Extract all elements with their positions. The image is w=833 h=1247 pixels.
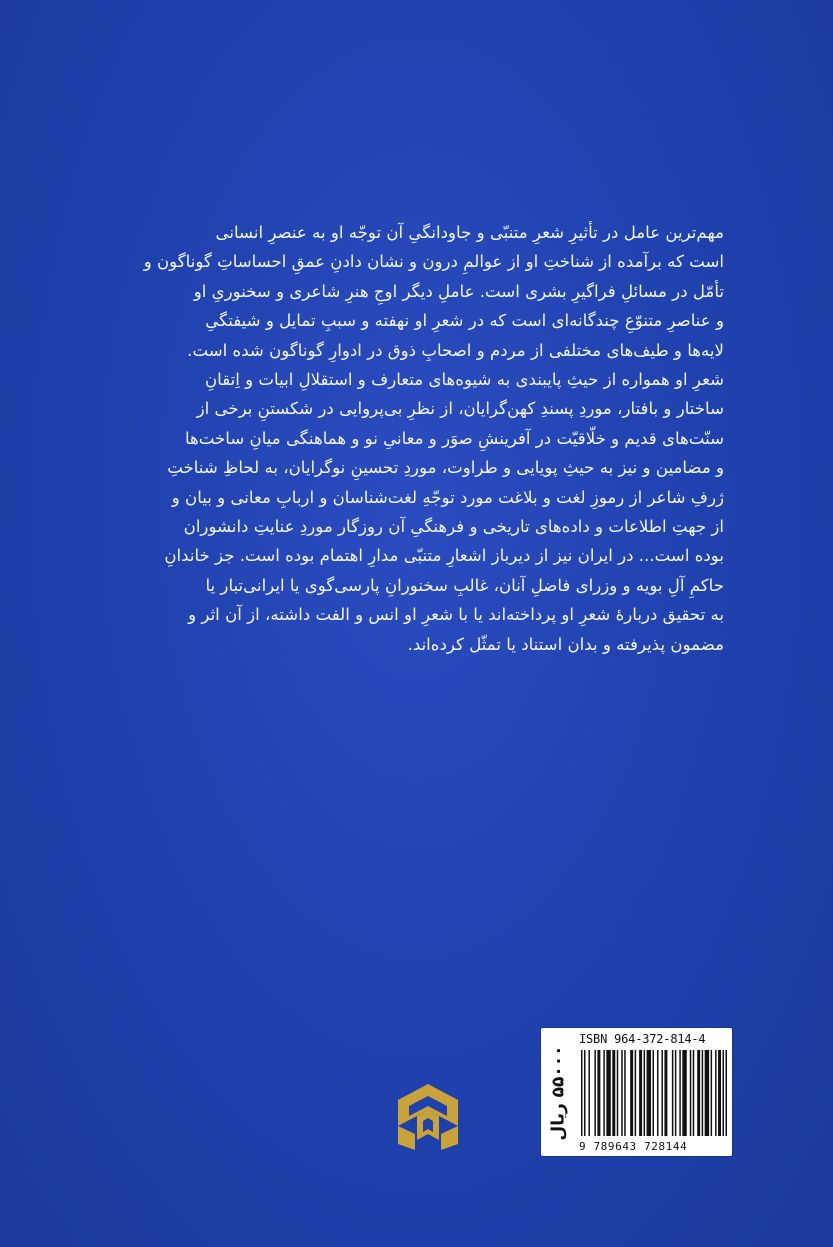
barcode-bars (581, 1050, 727, 1136)
blurb-line: مهم‌ترین عامل در تأثیرِ شعرِ متنبّی و جاودانگیِ آن توجّه او به عنصرِ انسانی (215, 223, 724, 242)
barcode-stripe (711, 1050, 712, 1136)
blurb-line: و عناصرِ متنوّعِ چندگانه‌ای است که در شعرِ او نهفته و سببِ تمایل و شیفتگیِ (205, 311, 724, 331)
barcode-stripe (693, 1050, 694, 1136)
barcode-stripe (661, 1050, 662, 1136)
barcode-stripe (664, 1050, 667, 1136)
barcode-stripe (612, 1050, 615, 1136)
blurb-text (112, 218, 724, 659)
isbn-number: ISBN 964-372-814-4 (579, 1032, 706, 1046)
barcode-stripe (597, 1050, 600, 1136)
blurb-line: و مضامین و نیز به حیثِ پویایی و طراوت، موردِ تحسینِ نوگرایان، به لحاظِ شناختِ (167, 458, 724, 478)
barcode-stripe (617, 1050, 618, 1136)
barcode-stripe (588, 1050, 589, 1136)
ean-number: 9 789643 728144 (579, 1140, 688, 1153)
blurb-line: ژرفِ شاعر از رموزِ لغت و بلاغت مورد توجّهِ لغت‌شناسان و اربابِ معانی و بیان و (171, 487, 724, 507)
barcode-stripe (644, 1050, 645, 1136)
barcode-stripe (635, 1050, 636, 1136)
barcode-stripe (594, 1050, 595, 1136)
barcode-stripe (715, 1050, 716, 1136)
barcode-label (541, 1028, 732, 1156)
blurb-line: لایه‌ها و طیف‌های مختلفی از مردم و اصحابِ ذوق در ادوارِ گوناگون شده است. (187, 340, 724, 360)
blurb-line: از جهتِ اطلاعات و داده‌های تاریخی و فرهنگیِ آن روزگار موردِ عنایتِ دانشوران (183, 517, 724, 537)
blurb-line: مضمون پذیرفته و بدان استناد یا تمثّل کرده‌اند. (407, 634, 724, 654)
barcode-stripe (705, 1050, 709, 1136)
blurb-line: شعرِ او همواره از حیثِ پایبندی به شیوه‌های متعارف و استقلالِ ابیات و اِتقانِ (204, 370, 724, 390)
blurb-line: سنّت‌های قدیم و خلّاقیّت در آفرینشِ صوَر و معانیِ نو و هماهنگی میانِ ساخت‌ها (184, 428, 724, 448)
barcode-stripe (581, 1050, 582, 1136)
barcode-stripe (682, 1050, 686, 1136)
blurb-line: است که برآمده از شناختِ او از عوالمِ درون و نشان دادنِ عمقِ احساساتِ گوناگون و (143, 252, 724, 272)
blurb-line: به تحقیق دربارهٔ شعرِ او پرداخته‌اند یا با شعرِ او انس و الفت داشته، از آن اثر و (188, 605, 724, 625)
barcode-stripe (584, 1050, 585, 1136)
blurb-line: تأمّل در مسائلِ فراگیرِ بشری است. عاملِ دیگر اوجِ هنرِ شاعری و سخنوریِ او (193, 281, 724, 301)
barcode-stripe (726, 1050, 727, 1136)
barcode-stripe (647, 1050, 651, 1136)
barcode-stripe (672, 1050, 673, 1136)
barcode-stripe (630, 1050, 633, 1136)
barcode-stripe (639, 1050, 642, 1136)
barcode-stripe (606, 1050, 610, 1136)
barcode-stripe (653, 1050, 654, 1136)
price-label: ۵۵۰۰۰ ریال (549, 1045, 569, 1141)
blurb-line: حاکمِ آلِ بویه و وزرای فاضلِ آنان، غالبِ سخنورانِ پارسی‌گوی یا ایرانی‌تبار یا (205, 575, 724, 595)
blurb-line: ساختار و بافتار، موردِ پسندِ کهن‌گرایان، از نظرِ بی‌پروایی در شکستنِ برخی از (196, 399, 724, 419)
publisher-logo-icon (395, 1082, 461, 1152)
barcode-stripe (702, 1050, 703, 1136)
barcode-stripe (657, 1050, 658, 1136)
barcode-stripe (603, 1050, 604, 1136)
barcode-stripe (690, 1050, 691, 1136)
barcode-stripe (621, 1050, 622, 1136)
barcode-stripe (624, 1050, 625, 1136)
barcode-stripe (679, 1050, 680, 1136)
blurb-line: بوده است... در ایران نیز از دیرباز اشعارِ متنبّی مدارِ اهتمام بوده است. جز خاندانِ (164, 546, 724, 566)
barcode-stripe (718, 1050, 721, 1136)
barcode-stripe (675, 1050, 676, 1136)
barcode-stripe (697, 1050, 700, 1136)
barcode-stripe (723, 1050, 724, 1136)
